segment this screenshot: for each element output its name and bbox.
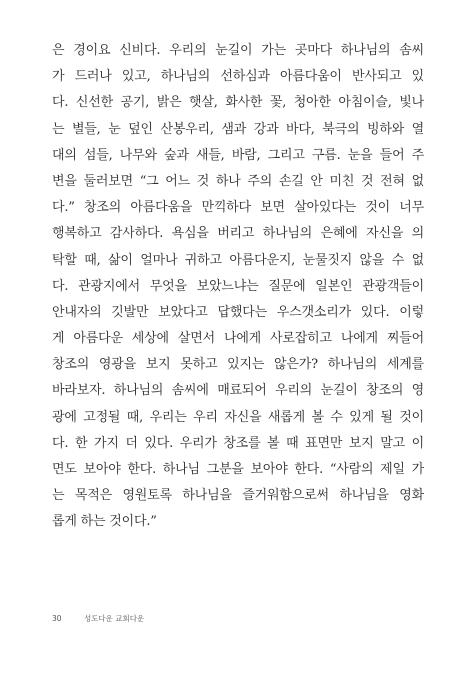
text-line: 광에 고정될 때, 우리는 우리 자신을 새롭게 볼 수 있게 될 것이 — [52, 409, 424, 425]
text-line: 다. 관광지에서 무엇을 보았느냐는 질문에 일본인 관광객들이 — [52, 278, 424, 294]
text-line: 면도 보아야 한다. 하나님 그분을 보아야 한다. “사람의 제일 가 — [52, 462, 424, 477]
text-line: 바라보자. 하나님의 솜씨에 매료되어 우리의 눈길이 창조의 영 — [52, 383, 424, 399]
body-text — [52, 38, 424, 536]
page-footer — [52, 613, 144, 624]
text-line: 는 목적은 영원토록 하나님을 즐거워함으로써 하나님을 영화 — [52, 488, 424, 504]
text-line: 롭게 하는 것이다.” — [52, 514, 157, 530]
text-line: 탁할 때, 삶이 얼마나 귀하고 아름다운지, 눈물짓지 않을 수 없 — [52, 252, 424, 268]
text-line: 행복하고 감사하다. 욕심을 버리고 하나님의 은혜에 자신을 의 — [52, 226, 424, 242]
text-line: 안내자의 깃발만 보았다고 답했다는 우스갯소리가 있다. 이렇 — [52, 304, 424, 320]
text-line: 는 별들, 눈 덮인 산봉우리, 샘과 강과 바다, 북극의 빙하와 열 — [52, 121, 424, 137]
text-line: 창조의 영광을 보지 못하고 있지는 않은가? 하나님의 세계를 — [52, 357, 424, 373]
page-number: 30 — [52, 614, 62, 623]
running-title: 성도다운 교회다운 — [83, 614, 145, 623]
text-line: 은 경이요 신비다. 우리의 눈길이 가는 곳마다 하나님의 솜씨 — [52, 43, 424, 58]
text-line: 가 드러나 있고, 하나님의 선하심과 아름다움이 반사되고 있 — [52, 69, 424, 85]
text-line: 대의 섬들, 나무와 숲과 새들, 바람, 그리고 구름. 눈을 들어 주 — [52, 147, 424, 163]
text-line: 다. 한 가지 더 있다. 우리가 창조를 볼 때 표면만 보지 말고 이 — [52, 435, 424, 451]
text-line: 게 아름다운 세상에 살면서 나에게 사로잡히고 나에게 찌들어 — [52, 331, 424, 347]
text-line: 다.” 창조의 아름다움을 만끽하다 보면 살아있다는 것이 너무 — [52, 200, 424, 216]
text-line: 다. 신선한 공기, 밝은 햇살, 화사한 꽃, 청아한 아침이슬, 빛나 — [52, 95, 424, 111]
text-line: 변을 둘러보면 “그 어느 것 하나 주의 손길 안 미친 것 전혀 없 — [52, 173, 424, 189]
